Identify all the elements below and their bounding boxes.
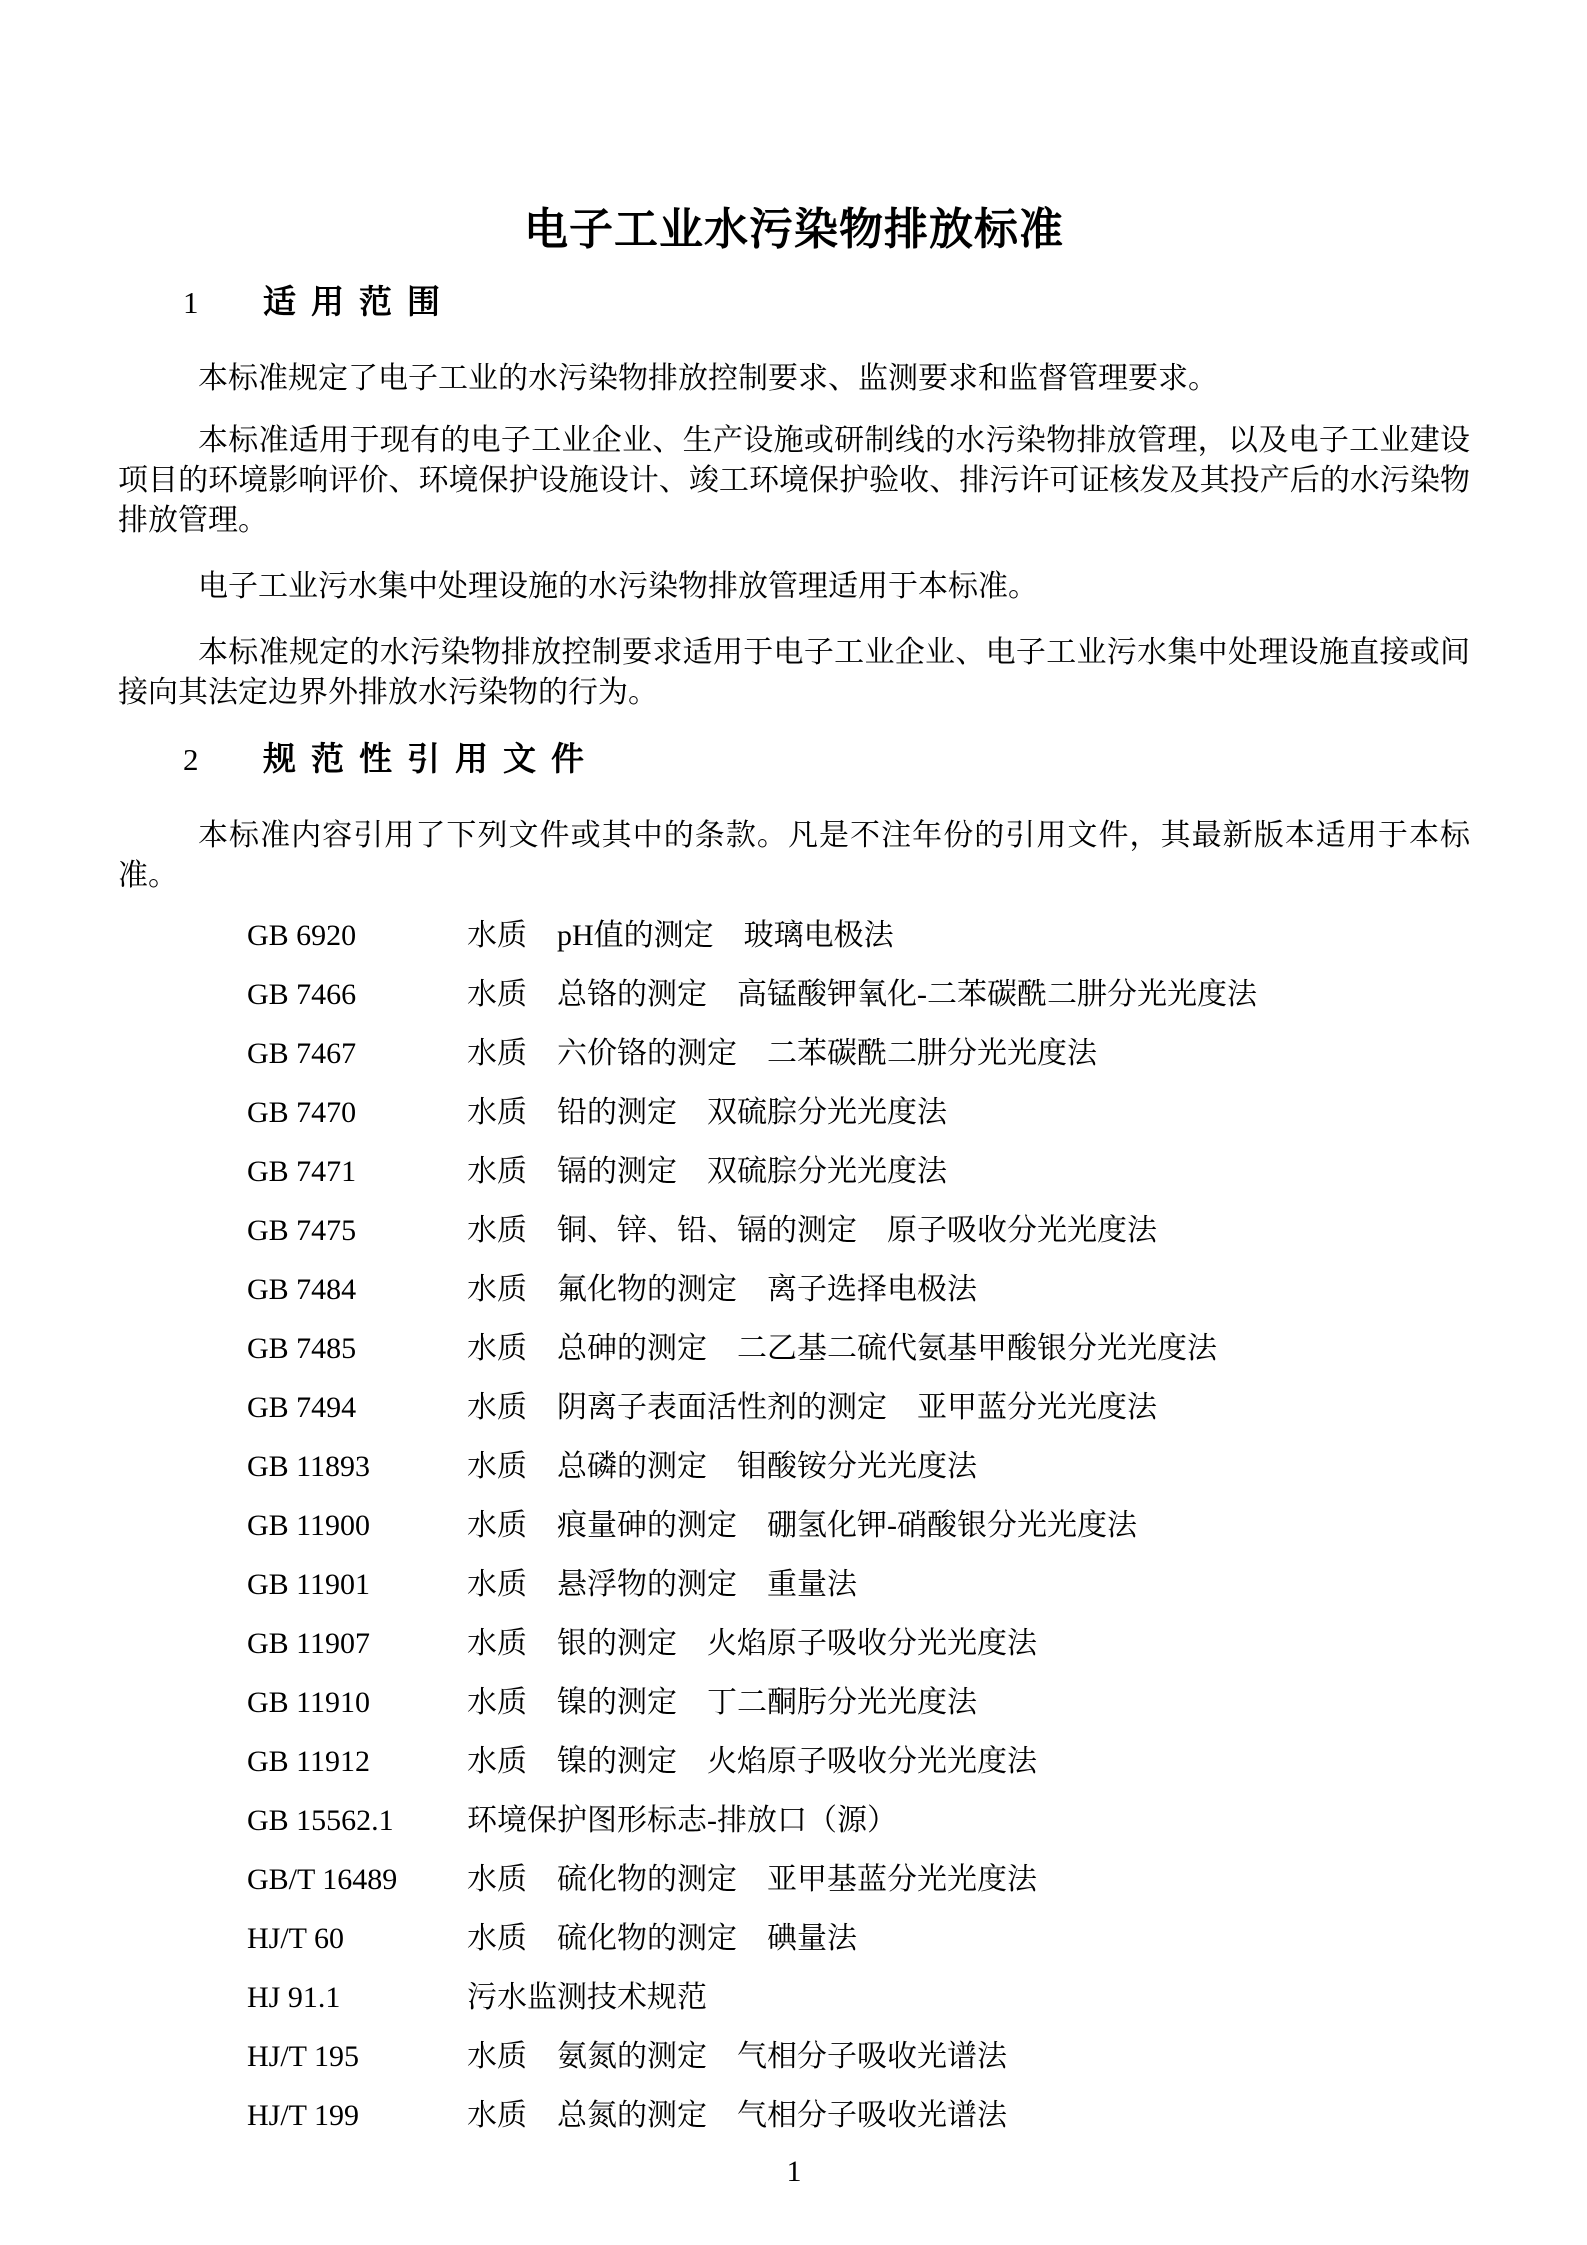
reference-description: 水质 阴离子表面活性剂的测定 亚甲蓝分光光度法	[467, 1390, 1157, 1424]
reference-code: GB 7466	[247, 977, 357, 1011]
reference-item	[118, 2027, 1470, 2086]
reference-description: 水质 银的测定 火焰原子吸收分光光度法	[467, 1626, 1037, 1660]
reference-description: 水质 六价铬的测定 二苯碳酰二肼分光光度法	[467, 1036, 1097, 1070]
reference-description: 水质 悬浮物的测定 重量法	[467, 1567, 857, 1601]
reference-description: 水质 pH值的测定 玻璃电极法	[467, 918, 894, 952]
section-2-number: 2	[183, 742, 199, 777]
section-1-paragraph: 本标准适用于现有的电子工业企业、生产设施或研制线的水污染物排放管理，以及电子工业建设项目的环境影响评价、环境保护设施设计、竣工环境保护验收、排污许可证核发及其投产后的水污染物排放管理。	[118, 424, 1470, 537]
reference-code: GB 7475	[247, 1213, 357, 1247]
reference-description: 水质 总磷的测定 钼酸铵分光光度法	[467, 1449, 977, 1483]
section-2-intro-paragraph: 本标准内容引用了下列文件或其中的条款。凡是不注年份的引用文件，其最新版本适用于本标准。	[118, 819, 1470, 892]
reference-code: GB 7485	[247, 1331, 357, 1365]
normative-references-list	[118, 906, 1470, 2145]
reference-description: 水质 痕量砷的测定 硼氢化钾-硝酸银分光光度法	[467, 1508, 1137, 1542]
section-2-title: 规范性引用文件	[263, 740, 599, 777]
reference-item	[118, 1083, 1470, 1142]
reference-code: HJ/T 199	[247, 2098, 359, 2132]
reference-item	[118, 1496, 1470, 1555]
reference-code: HJ 91.1	[247, 1980, 341, 2014]
reference-code: GB 11900	[247, 1508, 371, 1542]
reference-code: HJ/T 195	[247, 2039, 359, 2073]
reference-item	[118, 1673, 1470, 1732]
reference-code: GB 6920	[247, 918, 357, 952]
reference-description: 水质 镍的测定 丁二酮肟分光光度法	[467, 1685, 977, 1719]
reference-description: 水质 镍的测定 火焰原子吸收分光光度法	[467, 1744, 1037, 1778]
reference-item	[118, 1319, 1470, 1378]
page-number: 1	[786, 2155, 802, 2188]
section-1-heading	[118, 280, 1470, 325]
reference-code: GB/T 16489	[247, 1862, 398, 1896]
section-1-paragraph: 本标准规定了电子工业的水污染物排放控制要求、监测要求和监督管理要求。	[198, 362, 1218, 395]
section-1-title: 适用范围	[263, 283, 455, 320]
reference-item	[118, 2086, 1470, 2145]
section-2-heading	[118, 737, 1470, 782]
reference-code: GB 11901	[247, 1567, 371, 1601]
reference-item	[118, 1201, 1470, 1260]
reference-code: GB 11907	[247, 1626, 371, 1660]
reference-item	[118, 1850, 1470, 1909]
reference-item	[118, 1555, 1470, 1614]
reference-item	[118, 1614, 1470, 1673]
reference-code: HJ/T 60	[247, 1921, 344, 1955]
reference-description: 水质 硫化物的测定 碘量法	[467, 1921, 857, 1955]
reference-item	[118, 1142, 1470, 1201]
section-1-paragraph: 本标准规定的水污染物排放控制要求适用于电子工业企业、电子工业污水集中处理设施直接或间接向其法定边界外排放水污染物的行为。	[118, 636, 1470, 709]
reference-description: 水质 铜、锌、铅、镉的测定 原子吸收分光光度法	[467, 1213, 1157, 1247]
reference-description: 环境保护图形标志-排放口（源）	[467, 1803, 897, 1837]
reference-code: GB 11893	[247, 1449, 371, 1483]
reference-code: GB 15562.1	[247, 1803, 394, 1837]
reference-code: GB 11912	[247, 1744, 371, 1778]
reference-item	[118, 1437, 1470, 1496]
reference-item	[118, 1378, 1470, 1437]
reference-description: 水质 总氮的测定 气相分子吸收光谱法	[467, 2098, 1007, 2132]
document-title: 电子工业水污染物排放标准	[524, 205, 1064, 254]
reference-item	[118, 1968, 1470, 2027]
reference-description: 水质 铅的测定 双硫腙分光光度法	[467, 1095, 947, 1129]
reference-item	[118, 965, 1470, 1024]
reference-item	[118, 906, 1470, 965]
reference-item	[118, 1732, 1470, 1791]
reference-description: 水质 镉的测定 双硫腙分光光度法	[467, 1154, 947, 1188]
reference-item	[118, 1260, 1470, 1319]
section-1-number: 1	[183, 285, 199, 320]
reference-description: 水质 总砷的测定 二乙基二硫代氨基甲酸银分光光度法	[467, 1331, 1217, 1365]
reference-description: 水质 氟化物的测定 离子选择电极法	[467, 1272, 977, 1306]
reference-code: GB 7470	[247, 1095, 357, 1129]
reference-description: 水质 氨氮的测定 气相分子吸收光谱法	[467, 2039, 1007, 2073]
reference-code: GB 7467	[247, 1036, 357, 1070]
reference-description: 水质 总铬的测定 高锰酸钾氧化-二苯碳酰二肼分光光度法	[467, 977, 1257, 1011]
reference-code: GB 11910	[247, 1685, 371, 1719]
reference-item	[118, 1791, 1470, 1850]
reference-description: 水质 硫化物的测定 亚甲基蓝分光光度法	[467, 1862, 1037, 1896]
reference-item	[118, 1024, 1470, 1083]
reference-code: GB 7484	[247, 1272, 357, 1306]
reference-code: GB 7494	[247, 1390, 357, 1424]
section-1-paragraph: 电子工业污水集中处理设施的水污染物排放管理适用于本标准。	[198, 570, 1038, 603]
reference-code: GB 7471	[247, 1154, 357, 1188]
reference-item	[118, 1909, 1470, 1968]
reference-description: 污水监测技术规范	[467, 1980, 707, 2014]
